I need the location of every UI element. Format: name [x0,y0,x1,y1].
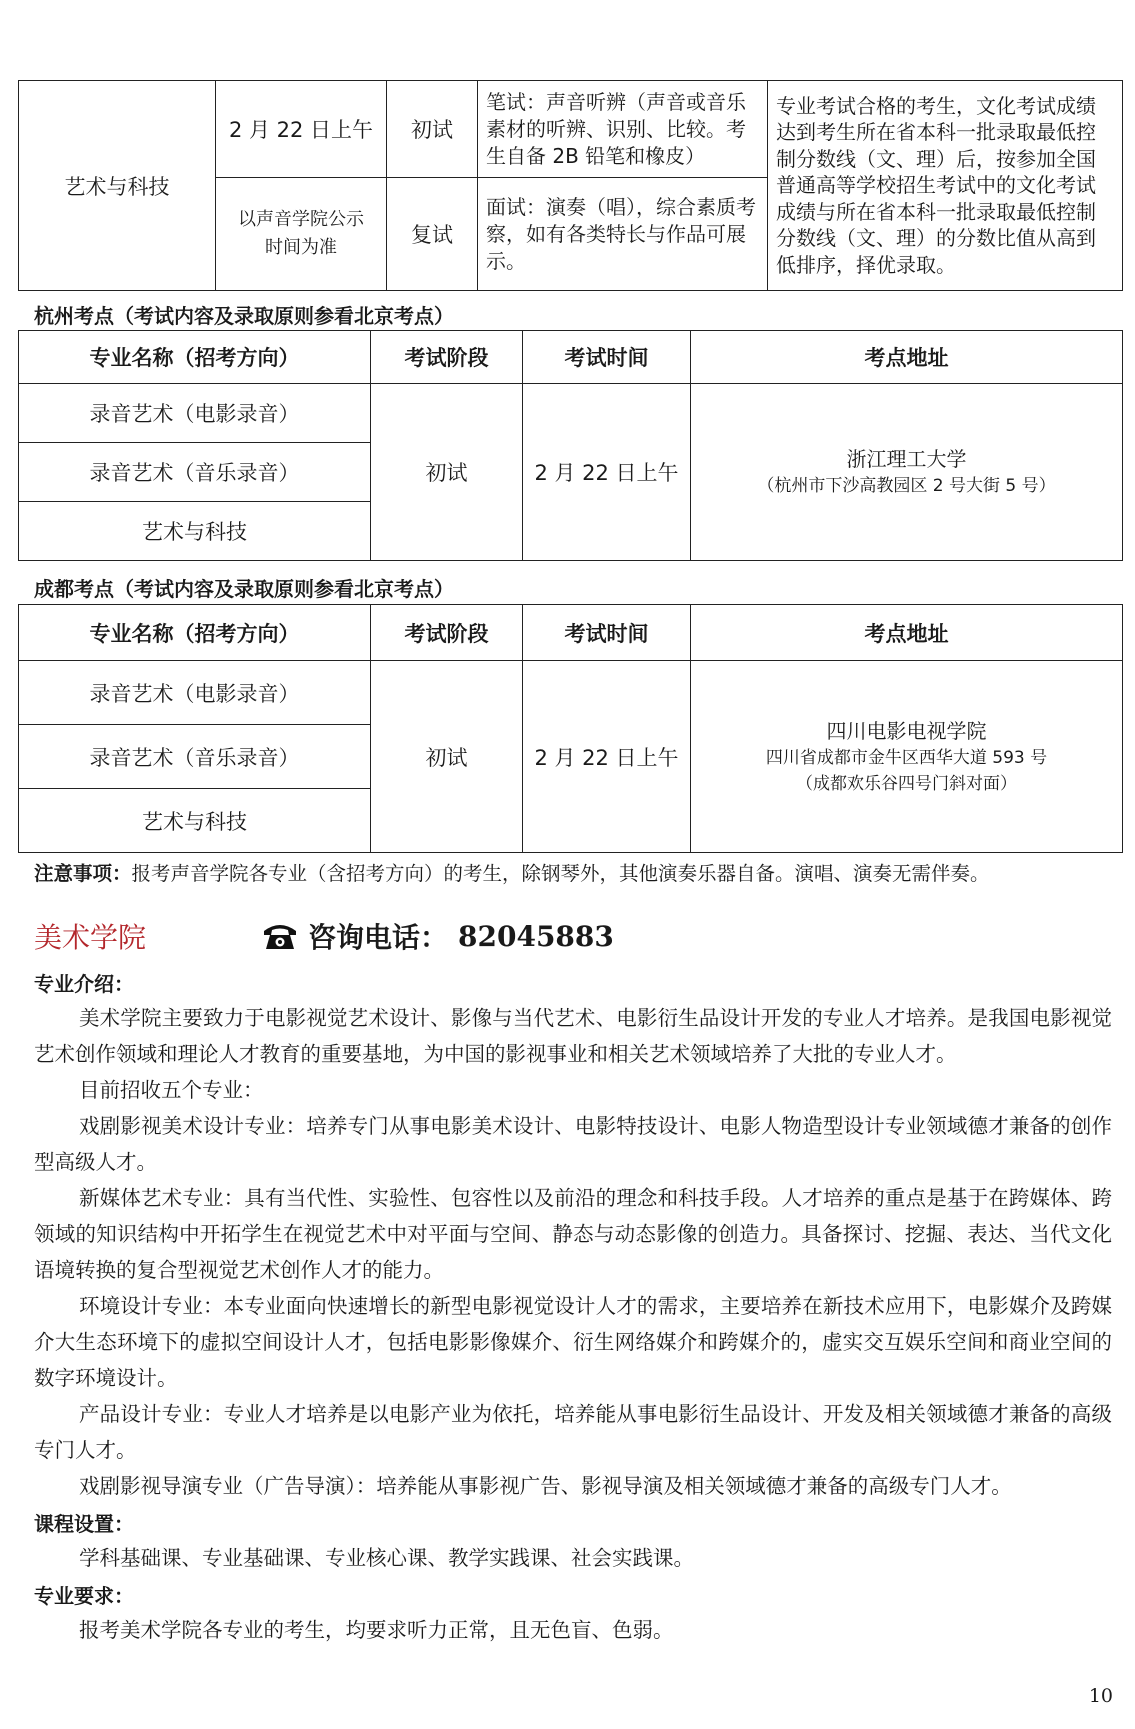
intro-heading: 专业介绍： [34,972,134,996]
address-venue: 浙江理工大学 [846,447,967,471]
requirement-heading: 专业要求： [34,1584,134,1608]
phone-line [262,916,614,956]
notice-line [34,858,990,886]
intro-paragraph: 美术学院主要致力于电影视觉艺术设计、影像与当代艺术、电影衍生品设计开发的专业人才培养。是我国电影视觉艺术创作领域和理论人才教育的重要基地，为中国的影视事业和相关艺术领域培养了大批的专业人才。 [34,1006,1112,1066]
intro-paragraph: 环境设计专业：本专业面向快速增长的新型电影视觉设计人才的需求，主要培养在新技术应用下，电影媒介及跨媒介大生态环境下的虚拟空间设计人才，包括电影影像媒介、衍生网络媒介和跨媒介的，虚实交互娱乐空间和商业空间的数字环境设计。 [34,1294,1112,1390]
major-cell: 录音艺术（音乐录音） [19,443,371,502]
exam-time-cell: 2 月 22 日上午 [523,661,691,853]
header-time: 考试时间 [523,331,691,384]
exam-stage-cell: 初试 [371,661,523,853]
course-text: 学科基础课、专业基础课、专业核心课、教学实践课、社会实践课。 [79,1546,694,1570]
exam-table-beijing-continued [18,80,1123,291]
address-street: （杭州市下沙高教园区 2 号大街 5 号） [757,476,1056,496]
course-heading: 课程设置： [34,1512,134,1536]
hangzhou-section-title: 杭州考点（考试内容及录取原则参看北京考点） [34,304,454,328]
notice-label: 注意事项： [34,862,132,885]
address-landmark: （成都欢乐谷四号门斜对面） [796,773,1017,794]
exam-content-cell: 面试：演奏（唱），综合素质考察，如有各类特长与作品可展示。 [478,178,768,291]
exam-address-cell [691,661,1123,853]
phone-label: 咨询电话： [308,921,449,954]
exam-time-cell: 2 月 22 日上午 [216,81,387,178]
telephone-icon [262,921,298,951]
exam-content-cell: 笔试：声音听辨（声音或音乐素材的听辨、识别、比较。考生自备 2B 铅笔和橡皮） [478,81,768,178]
header-stage: 考试阶段 [371,331,523,384]
intro-paragraph: 产品设计专业：专业人才培养是以电影产业为依托，培养能从事电影衍生品设计、开发及相关领域德才兼备的高级专门人才。 [34,1402,1112,1462]
admission-rule-cell: 专业考试合格的考生，文化考试成绩达到考生所在省本科一批录取最低控制分数线（文、理）后，按参加全国普通高等学校招生考试中的文化考试成绩与所在省本科一批录取最低控制分数线（文、理）的分数比值从高到低排序，择优录取。 [768,81,1123,291]
exam-stage-cell: 初试 [371,384,523,561]
major-cell: 艺术与科技 [19,81,216,291]
intro-paragraph: 戏剧影视导演专业（广告导演）：培养能从事影视广告、影视导演及相关领域德才兼备的高级专门人才。 [79,1474,1012,1498]
intro-paragraph: 目前招收五个专业： [79,1078,264,1102]
requirement-text: 报考美术学院各专业的考生，均要求听力正常，且无色盲、色弱。 [79,1618,674,1642]
header-major: 专业名称（招考方向） [19,605,371,661]
exam-table-chengdu [18,604,1123,853]
exam-time-cell: 以声音学院公示时间为准 [216,178,387,291]
major-cell: 艺术与科技 [19,502,371,561]
exam-stage-cell: 复试 [387,178,478,291]
header-address: 考点地址 [691,331,1123,384]
header-address: 考点地址 [691,605,1123,661]
exam-address-cell [691,384,1123,561]
phone-number: 82045883 [458,919,614,953]
department-title: 美术学院 [34,921,147,954]
exam-stage-cell: 初试 [387,81,478,178]
exam-time-cell: 2 月 22 日上午 [523,384,691,561]
major-cell: 录音艺术（音乐录音） [19,725,371,789]
chengdu-section-title: 成都考点（考试内容及录取原则参看北京考点） [34,577,454,601]
major-cell: 艺术与科技 [19,789,371,853]
exam-table-hangzhou [18,330,1123,561]
intro-paragraph: 戏剧影视美术设计专业：培养专门从事电影美术设计、电影特技设计、电影人物造型设计专业领域德才兼备的创作型高级人才。 [34,1114,1112,1174]
header-major: 专业名称（招考方向） [19,331,371,384]
header-time: 考试时间 [523,605,691,661]
address-venue: 四川电影电视学院 [826,718,987,743]
major-cell: 录音艺术（电影录音） [19,661,371,725]
intro-paragraph: 新媒体艺术专业：具有当代性、实验性、包容性以及前沿的理念和科技手段。人才培养的重点是基于在跨媒体、跨领域的知识结构中开拓学生在视觉艺术中对平面与空间、静态与动态影像的创造力。具备探讨、挖掘、表达、当代文化语境转换的复合型视觉艺术创作人才的能力。 [34,1186,1112,1282]
notice-text: 报考声音学院各专业（含招考方向）的考生，除钢琴外，其他演奏乐器自备。演唱、演奏无需伴奏。 [131,862,990,885]
header-stage: 考试阶段 [371,605,523,661]
address-street: 四川省成都市金牛区西华大道 593 号 [765,747,1048,768]
major-cell: 录音艺术（电影录音） [19,384,371,443]
page-number: 10 [1088,1685,1113,1707]
